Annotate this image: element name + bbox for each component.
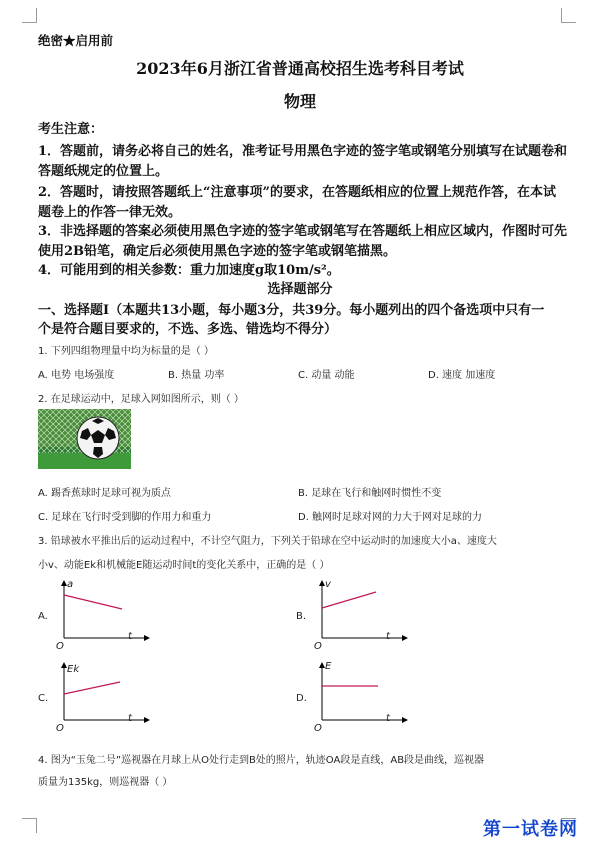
q4-stem-line: 4. 图为“玉兔二号”巡视器在月球上从O处行走到B处的照片，轨迹OA段是直线，AB段是曲线，巡视器 [38, 755, 485, 766]
graph-b-ylabel: v [325, 579, 331, 590]
q1-option-b: B. 热量 功率 [168, 370, 225, 381]
notice-heading: 考生注意： [38, 122, 104, 137]
q3-stem-line: 小v、动能Ek和机械能E随运动时间t的变化关系中，正确的是（ ） [38, 560, 330, 571]
notice-line: 答题纸规定的位置上。 [38, 164, 169, 179]
graph-a-line [64, 595, 122, 609]
soccer-ball-photo [38, 409, 131, 469]
q2-option-b: B. 足球在飞行和触网时惯性不变 [298, 488, 442, 499]
q1-option-d: D. 速度 加速度 [428, 370, 496, 381]
graph-a-ylabel: a [67, 579, 74, 590]
notice-line: 使用2B铅笔，确定后必须使用黑色字迹的签字笔或钢笔描黑。 [38, 244, 397, 259]
graph-a-origin: O [56, 641, 64, 652]
q4-stem-line: 质量为135kg，则巡视器（ ） [38, 777, 173, 788]
graph-a-letter: A. [38, 611, 48, 622]
notice-line: 题卷上的作答一律无效。 [38, 205, 182, 220]
graph-c-line [64, 682, 120, 694]
exam-subject: 物理 [283, 92, 316, 111]
graph-c-ylabel: Ek [67, 664, 80, 675]
secret-label: 绝密★启用前 [38, 33, 114, 48]
graph-b-line [322, 592, 376, 608]
footer-logo: 第一试卷网 [483, 819, 578, 840]
graph-b-letter: B. [296, 611, 307, 622]
section-title: 选择题部分 [267, 282, 333, 297]
q2-option-c: C. 足球在飞行时受到脚的作用力和重力 [38, 512, 212, 523]
graph-b-origin: O [314, 641, 322, 652]
crop-mark-top-right [561, 8, 576, 23]
graph-d-letter: D. [296, 693, 307, 704]
notice-line: 3．非选择题的答案必须使用黑色字迹的签字笔或钢笔写在答题纸上相应区域内，作图时可先 [38, 224, 568, 239]
graph-c-origin: O [56, 723, 64, 734]
exam-title: 2023年6月浙江省普通高校招生选考科目考试 [136, 59, 464, 78]
q2-option-a: A. 踢香蕉球时足球可视为质点 [38, 488, 172, 499]
q1-stem: 1. 下列四组物理量中均为标量的是（ ） [38, 346, 214, 357]
graph-c-xlabel: t [128, 713, 132, 724]
q1-option-a: A. 电势 电场强度 [38, 370, 115, 381]
q2-stem: 2. 在足球运动中，足球入网如图所示，则（ ） [38, 394, 244, 405]
section-intro-line: 个是符合题目要求的，不选、多选、错选均不得分） [38, 322, 338, 337]
graph-d-origin: O [314, 723, 322, 734]
q2-option-d: D. 触网时足球对网的力大于网对足球的力 [298, 512, 483, 523]
crop-mark-top-left [22, 8, 37, 23]
q3-stem-line: 3. 铅球被水平推出后的运动过程中，不计空气阻力，下列关于铅球在空中运动时的加速度大小a、速度大 [38, 536, 497, 547]
graph-d-ylabel: E [325, 661, 332, 672]
notice-line: 1．答题前，请务必将自己的姓名，准考证号用黑色字迹的签字笔或钢笔分别填写在试题卷和 [38, 144, 568, 159]
graph-c-letter: C. [38, 693, 49, 704]
graph-b-xlabel: t [386, 631, 390, 642]
notice-line: 2．答题时，请按照答题纸上“注意事项”的要求，在答题纸相应的位置上规范作答，在本试 [38, 185, 557, 200]
graph-a-xlabel: t [128, 631, 132, 642]
graph-d-xlabel: t [386, 713, 390, 724]
section-intro-line: 一、选择题Ⅰ（本题共13小题，每小题3分，共39分。每小题列出的四个备选项中只有一 [38, 303, 545, 318]
notice-line: 4．可能用到的相关参数：重力加速度g取10m/s²。 [38, 263, 340, 278]
crop-mark-bottom-left [22, 818, 37, 833]
q1-option-c: C. 动量 动能 [298, 370, 355, 381]
